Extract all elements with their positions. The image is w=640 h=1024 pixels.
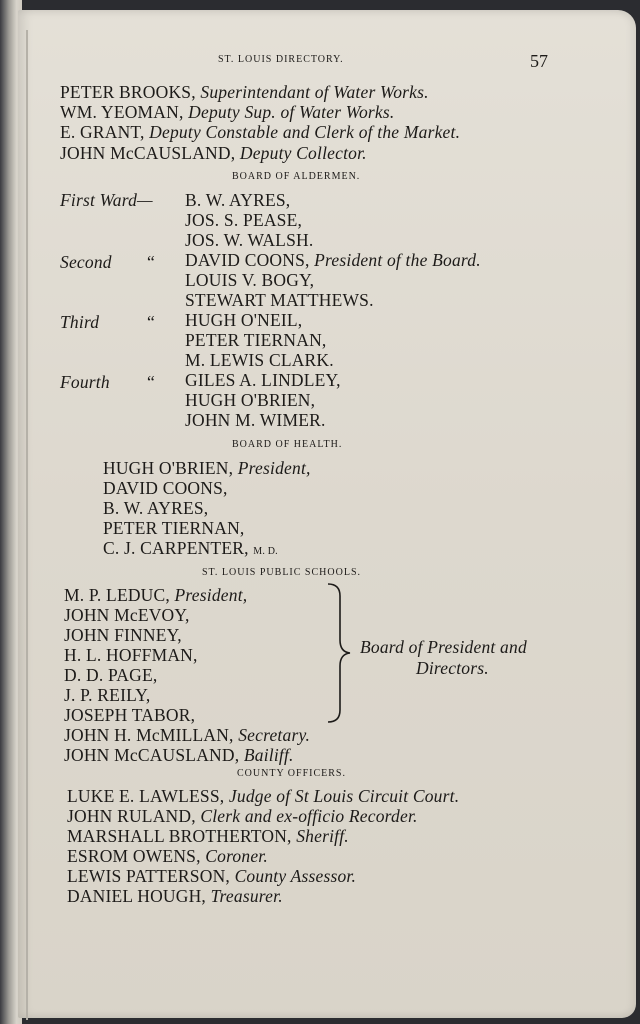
school-member-name: JOHN H. McMILLAN, (64, 725, 234, 745)
alderman-name: JOS. W. WALSH. (185, 230, 314, 250)
alderman-row (185, 350, 334, 371)
bracket-label-line2: Directors. (416, 658, 489, 678)
section-heading-health: BOARD OF HEALTH. (232, 439, 343, 450)
alderman-row (185, 270, 314, 291)
health-row (103, 478, 228, 499)
county-row (67, 806, 418, 827)
official-row (60, 143, 367, 164)
official-title: Superintendant of Water Works. (200, 82, 429, 102)
county-officer-name: LEWIS PATTERSON, (67, 866, 230, 886)
school-row (64, 685, 150, 706)
county-officer-name: MARSHALL BROTHERTON, (67, 826, 292, 846)
page-gutter-line (26, 30, 28, 1020)
county-row (67, 786, 459, 807)
school-member-title: Secretary. (238, 725, 311, 745)
county-row (67, 846, 268, 867)
official-name: JOHN McCAUSLAND, (60, 143, 236, 163)
alderman-row (185, 330, 327, 351)
alderman-name: DAVID COONS, (185, 250, 310, 270)
school-member-name: M. P. LEDUC, (64, 585, 170, 605)
health-row (103, 538, 278, 559)
county-row (67, 866, 356, 887)
health-member-name: HUGH O'BRIEN, (103, 458, 234, 478)
health-member-name: DAVID COONS, (103, 478, 228, 498)
bracket-label-line1: Board of President and (360, 637, 527, 657)
school-member-name: D. D. PAGE, (64, 665, 158, 685)
health-member-suffix: M. D. (253, 546, 278, 557)
school-member-name: JOHN McCAUSLAND, (64, 745, 240, 765)
county-officer-name: ESROM OWENS, (67, 846, 201, 866)
official-title: Deputy Sup. of Water Works. (188, 102, 395, 122)
alderman-title: President of the Board. (314, 250, 481, 270)
alderman-row (185, 250, 481, 271)
school-row (64, 725, 310, 746)
school-row (64, 665, 157, 686)
official-row (60, 102, 394, 123)
health-row (103, 458, 311, 479)
school-member-title: President, (174, 585, 248, 605)
official-name: PETER BROOKS, (60, 82, 196, 102)
ward-label-fourth: Fourth (60, 372, 110, 392)
ditto-mark: “ (147, 312, 155, 332)
ditto-mark: “ (147, 252, 155, 272)
county-officer-title: Clerk and ex-officio Recorder. (200, 806, 418, 826)
alderman-name: HUGH O'BRIEN, (185, 390, 316, 410)
alderman-row (185, 310, 302, 331)
school-row (64, 625, 182, 646)
alderman-row (185, 190, 290, 211)
official-title: Deputy Constable and Clerk of the Market. (149, 122, 461, 142)
alderman-row (185, 210, 302, 231)
official-name: E. GRANT, (60, 122, 145, 142)
running-head: ST. LOUIS DIRECTORY. (218, 54, 344, 65)
health-member-name: C. J. CARPENTER, (103, 538, 249, 558)
health-member-name: B. W. AYRES, (103, 498, 209, 518)
alderman-row (185, 410, 326, 431)
official-title: Deputy Collector. (239, 143, 367, 163)
alderman-name: JOHN M. WIMER. (185, 410, 326, 430)
alderman-row (185, 230, 313, 251)
health-member-title: President, (237, 458, 311, 478)
alderman-name: JOS. S. PEASE, (185, 210, 303, 230)
curly-brace-icon (318, 582, 358, 724)
section-heading-aldermen: BOARD OF ALDERMEN. (232, 171, 361, 182)
official-name: WM. YEOMAN, (60, 102, 184, 122)
official-row (60, 82, 429, 103)
alderman-name: M. LEWIS CLARK. (185, 350, 334, 370)
school-member-name: J. P. REILY, (64, 685, 151, 705)
section-heading-schools: ST. LOUIS PUBLIC SCHOOLS. (202, 567, 361, 578)
county-officer-name: JOHN RULAND, (67, 806, 196, 826)
alderman-name: STEWART MATTHEWS. (185, 290, 374, 310)
county-officer-name: DANIEL HOUGH, (67, 886, 207, 906)
alderman-name: LOUIS V. BOGY, (185, 270, 315, 290)
school-member-name: JOHN FINNEY, (64, 625, 182, 645)
county-officer-name: LUKE E. LAWLESS, (67, 786, 225, 806)
school-row (64, 745, 294, 766)
county-row (67, 826, 349, 847)
page-number: 57 (530, 51, 548, 71)
county-officer-title: Judge of St Louis Circuit Court. (228, 786, 460, 806)
school-member-name: H. L. HOFFMAN, (64, 645, 198, 665)
alderman-row (185, 370, 341, 391)
alderman-row (185, 290, 374, 311)
county-officer-title: County Assessor. (234, 866, 357, 886)
alderman-name: PETER TIERNAN, (185, 330, 327, 350)
county-officer-title: Sheriff. (296, 826, 349, 846)
alderman-name: GILES A. LINDLEY, (185, 370, 341, 390)
health-row (103, 518, 245, 539)
alderman-name: HUGH O'NEIL, (185, 310, 303, 330)
ward-label-first: First Ward— (60, 190, 153, 210)
ward-label-second: Second (60, 252, 112, 272)
county-row (67, 886, 283, 907)
county-officer-title: Treasurer. (210, 886, 283, 906)
school-member-name: JOSEPH TABOR, (64, 705, 196, 725)
school-row (64, 705, 195, 726)
alderman-row (185, 390, 315, 411)
official-row (60, 122, 460, 143)
section-heading-county: COUNTY OFFICERS. (237, 768, 346, 779)
school-member-title: Bailiff. (243, 745, 294, 765)
health-row (103, 498, 208, 519)
ditto-mark: “ (147, 372, 155, 392)
school-row (64, 645, 198, 666)
school-row (64, 585, 247, 606)
alderman-name: B. W. AYRES, (185, 190, 291, 210)
health-member-name: PETER TIERNAN, (103, 518, 245, 538)
ward-label-third: Third (60, 312, 100, 332)
school-row (64, 605, 190, 626)
school-member-name: JOHN McEVOY, (64, 605, 190, 625)
county-officer-title: Coroner. (205, 846, 268, 866)
